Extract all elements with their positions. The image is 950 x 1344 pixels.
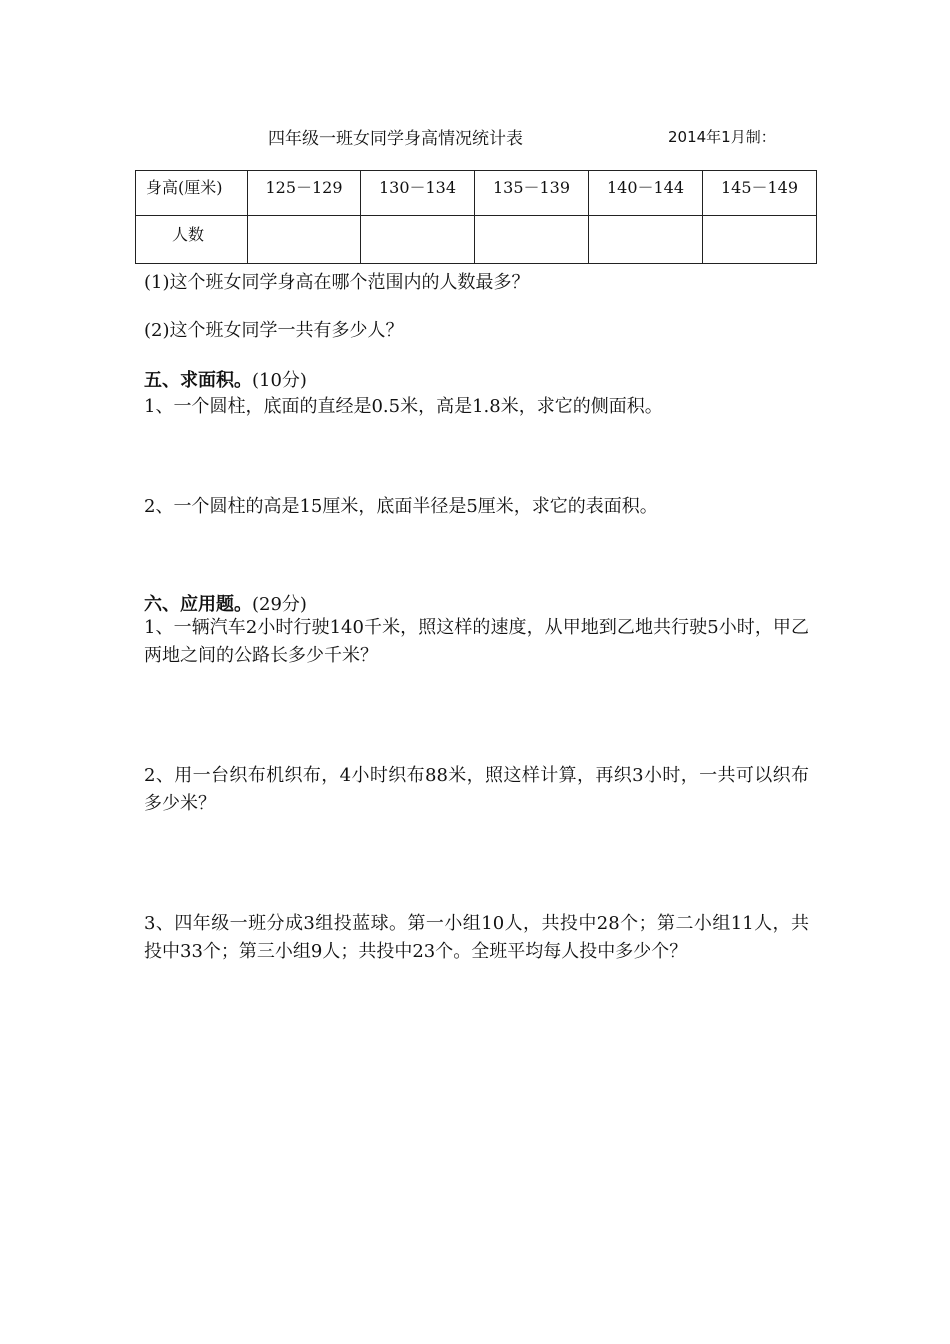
count-cell[interactable]: [589, 216, 703, 264]
row-header-height: 身高(厘米): [136, 171, 248, 216]
question-1: (1)这个班女同学身高在哪个范围内的人数最多？: [144, 272, 530, 293]
section-6-title: 六、应用题。: [144, 594, 252, 615]
section-6-problem-1: 1、一辆汽车2小时行驶140千米，照这样的速度，从甲地到乙地共行驶5小时，甲乙两地之间的公路长多少千米？: [144, 617, 809, 666]
table-row-height: [136, 171, 817, 216]
table-title: 四年级一班女同学身高情况统计表: [268, 129, 523, 149]
question-2: (2)这个班女同学一共有多少人？: [144, 320, 404, 341]
count-cell[interactable]: [703, 216, 817, 264]
range-cell: 130－134: [361, 171, 475, 216]
section-6-problem-2: 2、用一台织布机织布，4小时织布88米，照这样计算，再织3小时，一共可以织布多少米？: [144, 765, 809, 814]
row-header-count: 人数: [136, 216, 248, 264]
section-5-title: 五、求面积。: [144, 370, 252, 391]
table-row-count: [136, 216, 817, 264]
section-5-heading: [144, 366, 307, 392]
range-cell: 125－129: [248, 171, 361, 216]
section-6-problem-3: 3、四年级一班分成3组投蓝球。第一小组10人，共投中28个；第二小组11人，共投中33个；第三小组9人；共投中23个。全班平均每人投中多少个？: [144, 913, 809, 962]
section-5-points: (10分): [252, 370, 307, 391]
section-6-points: (29分): [252, 594, 307, 615]
height-stats-table: [135, 170, 817, 264]
section-5-problem-1: 1、一个圆柱，底面的直经是0.5米，高是1.8米，求它的侧面积。: [144, 396, 663, 417]
table-date: 2014年1月制：: [668, 128, 776, 146]
range-cell: 140－144: [589, 171, 703, 216]
count-cell[interactable]: [361, 216, 475, 264]
count-cell[interactable]: [475, 216, 589, 264]
range-cell: 145－149: [703, 171, 817, 216]
section-5-problem-2: 2、一个圆柱的高是15厘米，底面半径是5厘米，求它的表面积。: [144, 496, 658, 517]
count-cell[interactable]: [248, 216, 361, 264]
range-cell: 135－139: [475, 171, 589, 216]
section-6-heading: [144, 590, 307, 616]
